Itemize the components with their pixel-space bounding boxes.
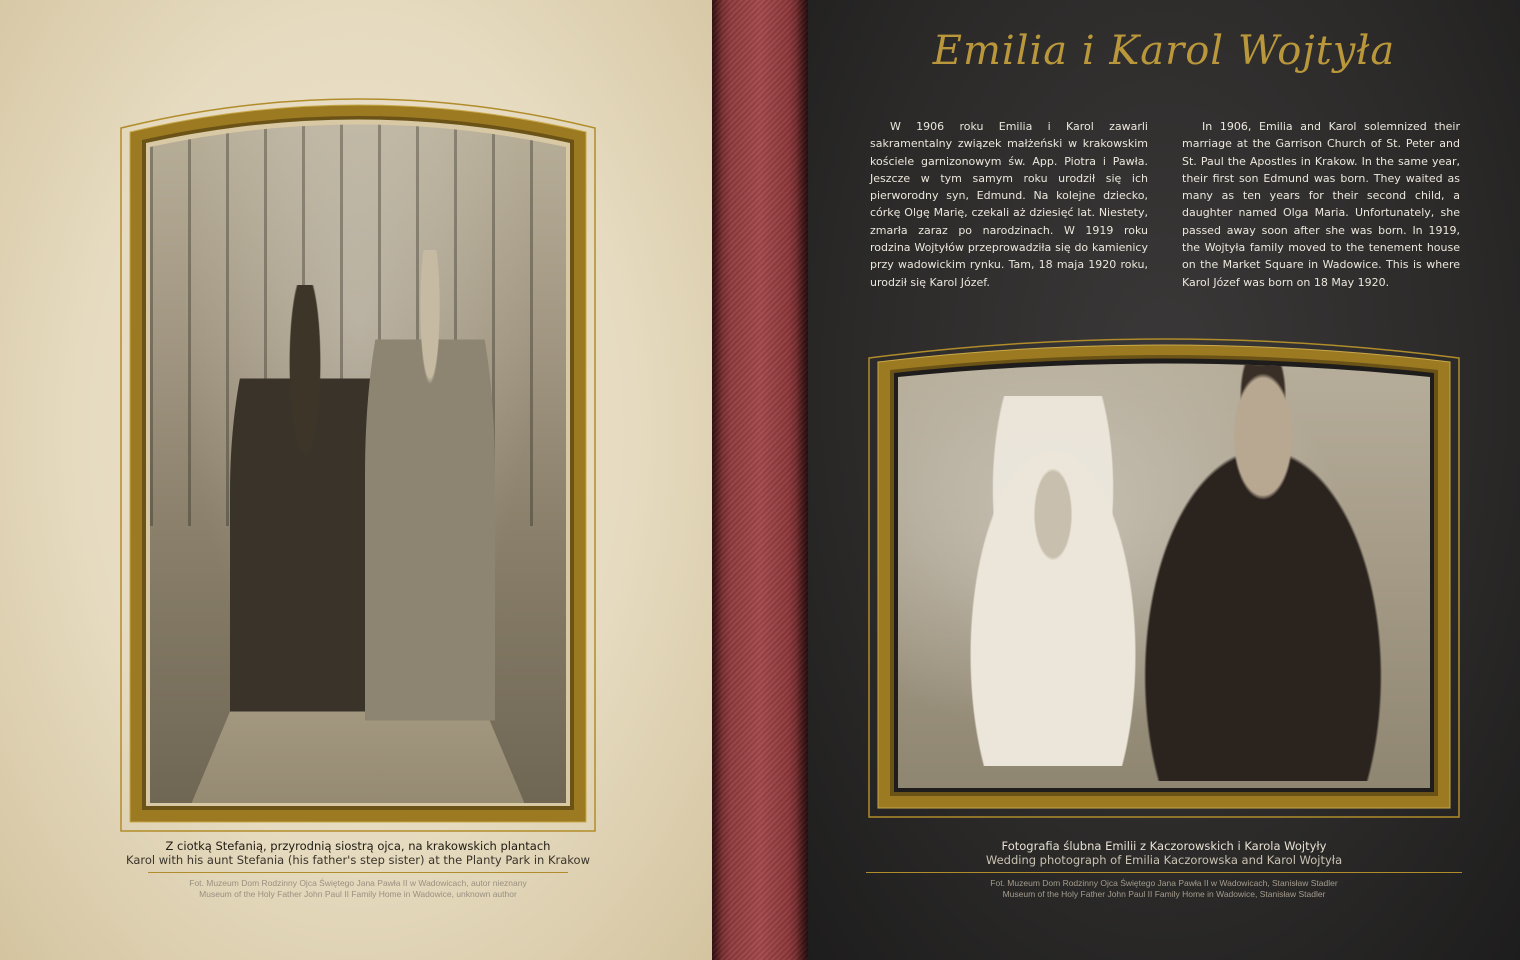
right-caption-divider <box>866 872 1462 873</box>
left-photo-frame <box>120 80 596 832</box>
left-credit-en: Museum of the Holy Father John Paul II Family Home in Wadowice, unknown author <box>199 889 517 899</box>
right-caption-pl: Fotografia ślubna Emilii z Kaczorowskich i Karola Wojtyły <box>1001 839 1327 853</box>
groom-figure <box>1128 361 1428 781</box>
right-photo <box>898 356 1430 788</box>
book-spine <box>712 0 808 960</box>
left-caption-en: Karol with his aunt Stefania (his father's step sister) at the Planty Park in Krakow <box>125 853 590 867</box>
left-caption-pl: Z ciotką Stefanią, przyrodnią siostrą ojca, na krakowskich plantach <box>165 839 551 853</box>
aunt-figure <box>230 285 380 803</box>
karol-figure <box>365 250 495 803</box>
right-photo-frame <box>868 330 1460 818</box>
text-pl: W 1906 roku Emilia i Karol zawarli sakramentalny związek małżeński w krakowskim kościele garnizonowym św. App. Piotra i Pawła. Jeszcze w tym samym roku urodził się ich pierworodny syn, Edmund. Na kolejne dziecko, córkę Olgę Marię, czekali aż dziesięć lat. Niestety, zmarła zaraz po narodzinach. W 1919 roku rodzina Wojtyłów przeprowadziła się do kamienicy przy wadowickim rynku. Tam, 18 maja 1920 roku, urodził się Karol Józef. <box>870 120 1148 289</box>
right-credit-en: Museum of the Holy Father John Paul II Family Home in Wadowice, Stanisław Stadler <box>1002 889 1326 899</box>
text-column-pl <box>870 118 1148 291</box>
page-title: Emilia i Karol Wojtyła <box>932 28 1396 74</box>
left-photo <box>150 110 566 803</box>
left-credit <box>60 878 656 900</box>
left-page <box>0 0 712 960</box>
left-caption-divider <box>148 872 568 873</box>
text-column-en <box>1182 118 1460 291</box>
text-en: In 1906, Emilia and Karol solemnized their marriage at the Garrison Church of St. Peter and St. Paul the Apostles in Krakow. In the same year, their first son Edmund was born. They waited as many as ten years for their second child, a daughter named Olga Maria. Unfortunately, she passed away soon after she was born. In 1919, the Wojtyła family moved to the tenement house on the Market Square in Wadowice. This is where Karol Józef was born on 18 May 1920. <box>1182 120 1460 289</box>
right-credit <box>866 878 1462 900</box>
left-credit-pl: Fot. Muzeum Dom Rodzinny Ojca Świętego Jana Pawła II w Wadowicach, autor nieznany <box>189 878 527 888</box>
bride-figure <box>948 396 1158 766</box>
right-page <box>808 0 1520 960</box>
right-caption-en: Wedding photograph of Emilia Kaczorowska and Karol Wojtyła <box>985 853 1343 867</box>
right-credit-pl: Fot. Muzeum Dom Rodzinny Ojca Świętego Jana Pawła II w Wadowicach, Stanisław Stadler <box>990 878 1338 888</box>
left-caption <box>60 839 656 867</box>
right-caption <box>866 839 1462 867</box>
